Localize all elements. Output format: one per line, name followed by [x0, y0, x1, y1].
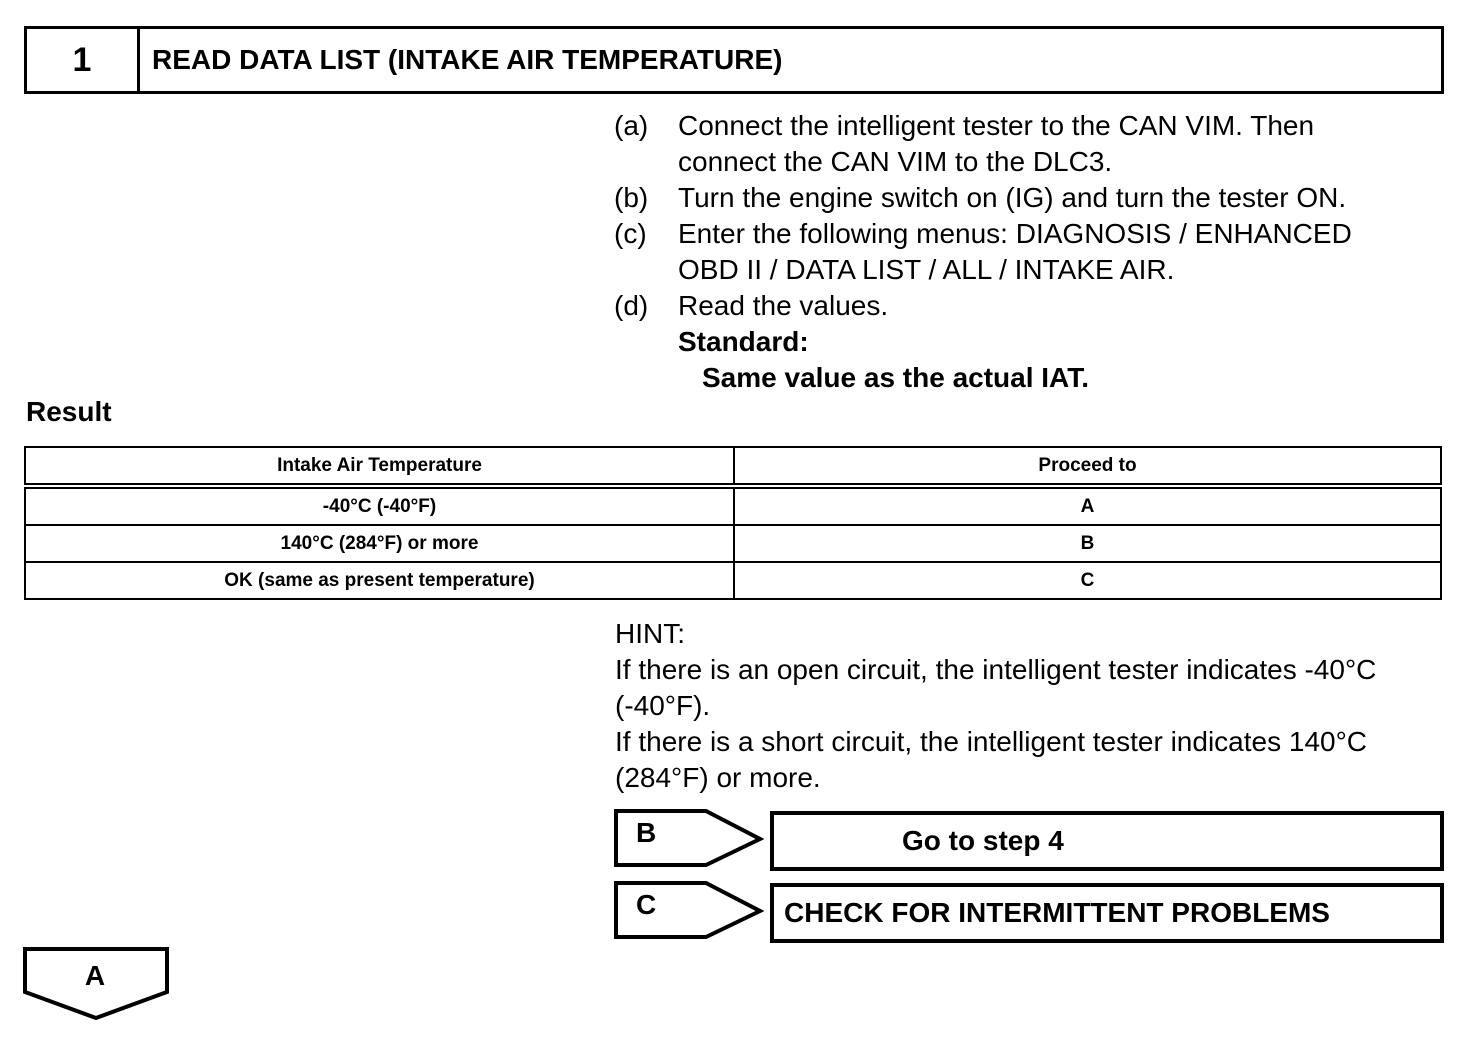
- hint-label: HINT:: [615, 618, 685, 649]
- branch-b: [614, 809, 1444, 871]
- column-header: Proceed to: [734, 447, 1441, 486]
- table-cell: C: [734, 562, 1441, 599]
- column-header: Intake Air Temperature: [25, 447, 734, 486]
- step-number: 1: [27, 29, 140, 91]
- standard-label: Standard:: [678, 326, 809, 357]
- instruction-text: connect the CAN VIM to the DLC3.: [678, 146, 1113, 177]
- hint: [615, 616, 1455, 796]
- instructions: [614, 108, 1454, 396]
- table-row: [25, 525, 1441, 562]
- step-title: READ DATA LIST (INTAKE AIR TEMPERATURE): [152, 44, 783, 75]
- instruction-text: OBD II / DATA LIST / ALL / INTAKE AIR.: [678, 254, 1175, 285]
- branch-c: [614, 881, 1444, 943]
- instruction-c: [614, 216, 1454, 288]
- branch-label: B: [636, 817, 657, 848]
- go-to-step-box: Go to step 4: [770, 811, 1444, 871]
- result-table: [24, 446, 1442, 600]
- step-header: [24, 26, 1444, 94]
- table-cell: OK (same as present temperature): [25, 562, 734, 599]
- branch-a: [22, 946, 172, 1022]
- table-cell: B: [734, 525, 1441, 562]
- hint-line: (-40°F).: [615, 690, 711, 721]
- standard-value: Same value as the actual IAT.: [702, 362, 1089, 393]
- table-cell: A: [734, 486, 1441, 525]
- hint-line: If there is a short circuit, the intelligent tester indicates 140°C: [615, 726, 1368, 757]
- table-header-row: [25, 447, 1441, 486]
- branch-label: A: [84, 960, 106, 991]
- instruction-text: Read the values.: [678, 290, 889, 321]
- instruction-label: (b): [614, 182, 649, 213]
- check-intermittent-box: CHECK FOR INTERMITTENT PROBLEMS: [770, 883, 1444, 943]
- instruction-text: Turn the engine switch on (IG) and turn the tester ON.: [678, 182, 1347, 213]
- table-row: [25, 486, 1441, 525]
- result-label: Result: [26, 396, 112, 427]
- table-cell: -40°C (-40°F): [25, 486, 734, 525]
- instruction-label: (c): [614, 218, 647, 249]
- instruction-d: [614, 288, 1454, 324]
- instruction-label: (a): [614, 110, 649, 141]
- hint-line: (284°F) or more.: [615, 762, 821, 793]
- hint-line: If there is an open circuit, the intelligent tester indicates -40°C: [615, 654, 1377, 685]
- table-row: [25, 562, 1441, 599]
- instruction-a: [614, 108, 1454, 180]
- instruction-text: Enter the following menus: DIAGNOSIS / ENHANCED: [678, 218, 1352, 249]
- instruction-b: [614, 180, 1454, 216]
- instruction-text: Connect the intelligent tester to the CAN VIM. Then: [678, 110, 1315, 141]
- table-cell: 140°C (284°F) or more: [25, 525, 734, 562]
- branch-label: C: [636, 889, 657, 920]
- instruction-label: (d): [614, 290, 649, 321]
